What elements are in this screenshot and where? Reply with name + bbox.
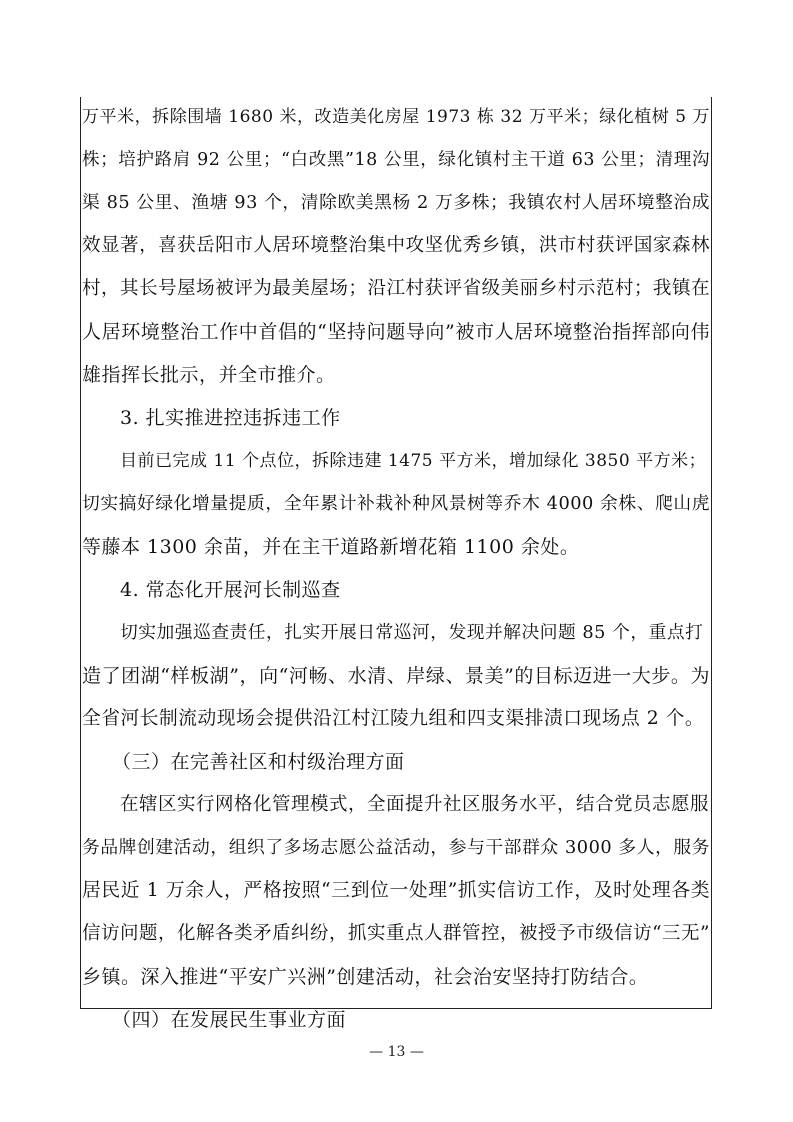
section-heading: 3. 扎实推进控违拆违工作 [120,407,341,429]
body-line: 信访问题，化解各类矛盾纠纷，抓实重点人群管控，被授予市级信访“三无” [82,923,710,944]
section-heading: （三）在完善社区和村级治理方面 [112,751,405,773]
body-line: 切实搞好绿化增量提质，全年累计补栽补种风景树等乔木 4000 余株、爬山虎 [82,494,710,514]
body-line: 效显著，喜获岳阳市人居环境整治集中攻坚优秀乡镇，洪市村获评国家森林 [82,235,710,256]
section-heading: 4. 常态化开展河长制巡查 [120,579,341,601]
body-line: 株；培护路肩 92 公里；“白改黑”18 公里，绿化镇村主干道 63 公里；清理沟 [82,150,710,170]
body-line: 切实加强巡查责任，扎实开展日常巡河，发现并解决问题 85 个，重点打 [120,623,704,643]
body-line: 等藤本 1300 余苗，并在主干道路新增花箱 1100 余处。 [82,536,580,558]
body-line: 万平米，拆除围墙 1680 米，改造美化房屋 1973 栋 32 万平米；绿化植树 5 万 [82,107,710,127]
body-line: 造了团湖“样板湖”，向“河畅、水清、岸绿、景美”的目标迈进一大步。为 [82,665,710,687]
body-line: 村，其长号屋场被评为最美屋场；沿江村获评省级美丽乡村示范村；我镇在 [82,278,710,299]
body-line: 人居环境整治工作中首倡的“坚持问题导向”被市人居环境整治指挥部向伟 [82,321,710,343]
body-line: 务品牌创建活动，组织了多场志愿公益活动，参与干部群众 3000 多人，服务 [82,838,710,858]
body-line: 渠 85 公里、渔塘 93 个，清除欧美黑杨 2 万多株；我镇农村人居环境整治成 [82,193,710,213]
body-line: 乡镇。深入推进“平安广兴洲”创建活动，社会治安坚持打防结合。 [82,966,649,988]
body-line: 雄指挥长批示，并全市推介。 [82,364,336,386]
body-line: 目前已完成 11 个点位，拆除违建 1475 平方米，增加绿化 3850 平方米； [120,451,707,471]
section-heading: （四）在发展民生事业方面 [112,1009,347,1031]
body-line: 全省河长制流动现场会提供沿江村江陵九组和四支渠排渍口现场点 2 个。 [82,708,705,729]
page-number: — 13 — [369,1044,424,1060]
body-line: 在辖区实行网格化管理模式，全面提升社区服务水平，结合党员志愿服 [120,794,710,815]
body-line: 居民近 1 万余人，严格按照“三到位一处理”抓实信访工作，及时处理各类 [82,880,710,901]
